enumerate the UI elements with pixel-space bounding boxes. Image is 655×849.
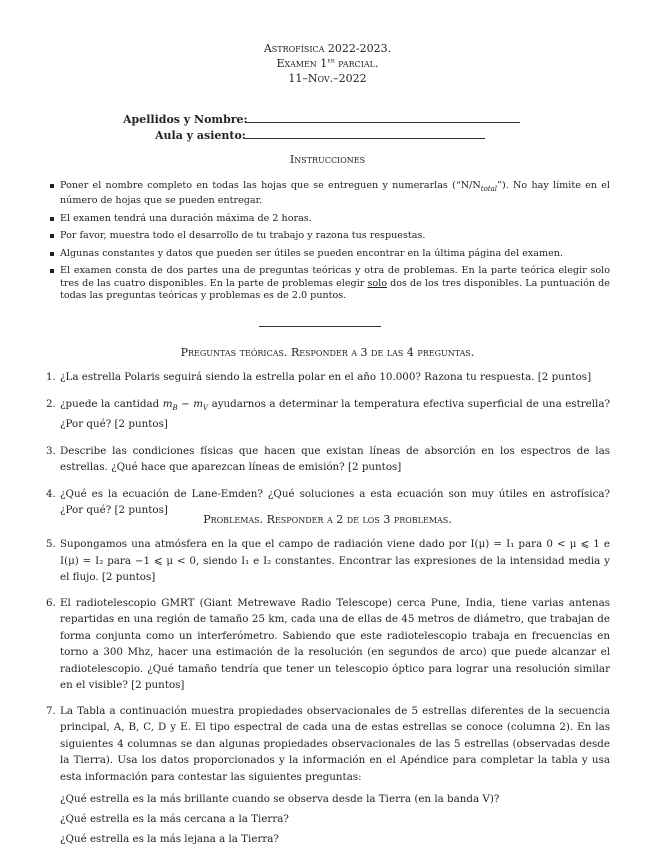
- problem-number: 5.: [46, 536, 56, 553]
- name-label: Apellidos y Nombre:: [123, 112, 248, 128]
- instruction-sub: total: [481, 185, 497, 193]
- math-m: m: [163, 398, 173, 410]
- exam-header: [0, 41, 655, 86]
- subquestion: ¿Qué estrella es la más cercana a la Tierra?: [60, 809, 610, 829]
- theory-questions: [46, 369, 610, 519]
- problems-list: [46, 536, 610, 849]
- instructions-title: Instrucciones: [0, 152, 655, 168]
- instruction-text: Poner el nombre completo en todas las hojas que se entreguen y numerarlas (“N/N: [60, 180, 481, 191]
- question-number: 1.: [46, 369, 56, 386]
- subquestion: ¿Qué estrella es la más lejana a la Tierra?: [60, 829, 610, 849]
- section-divider: [259, 326, 381, 327]
- instruction-item: Por favor, muestra todo el desarrollo de tu trabajo y razona tus respuestas.: [50, 230, 610, 243]
- exam-title: [0, 56, 655, 71]
- instructions-list: [50, 180, 610, 308]
- question-number: 4.: [46, 486, 56, 503]
- instruction-underlined: solo: [367, 278, 387, 289]
- course-title: Astrofísica 2022-2023.: [0, 41, 655, 56]
- theory-title: Preguntas teóricas. Responder a 3 de las 4 preguntas.: [0, 345, 655, 361]
- exam-date: 11–Nov.–2022: [0, 71, 655, 86]
- question-text: ¿puede la cantidad: [60, 398, 163, 410]
- question-text: ¿La estrella Polaris seguirá siendo la estrella polar en el año 10.000? Razona tu respuesta. [2 puntos]: [60, 371, 591, 383]
- instruction-item: [50, 265, 610, 303]
- problem-text: La Tabla a continuación muestra propiedades observacionales de 5 estrellas diferentes de la secuencia principal, A, B, C, D y E. El tipo espectral de cada una de estas estrellas se conoce (columna 2). En las siguientes 4 columnas se dan algunas propiedades observacionales de las 5 estrellas (observadas desde la Tierra). Usa los datos proporcionados y la información en el Apéndice para completar la tabla y usa esta información para contestar las siguientes preguntas:: [60, 705, 610, 783]
- subquestion: ¿Qué estrella es la más brillante cuando se observa desde la Tierra (en la banda V)?: [60, 789, 610, 809]
- instruction-text-tail: ”). No hay límite en el número de hojas que se pueden entregar.: [60, 180, 610, 206]
- question-item: [46, 396, 610, 433]
- question-text: ¿Qué es la ecuación de Lane-Emden? ¿Qué soluciones a esta ecuación son muy útiles en astrofísica? ¿Por qué? [2 puntos]: [60, 488, 610, 517]
- instruction-item: El examen tendrá una duración máxima de 2 horas.: [50, 213, 610, 226]
- problem-number: 7.: [46, 703, 56, 720]
- problem-item: [46, 595, 610, 694]
- math-sub: V: [203, 404, 208, 412]
- instruction-text-tail: dos de los tres disponibles. La puntuación de todas las preguntas teóricas y problemas es de 2.0 puntos.: [60, 278, 610, 302]
- question-text: ayudarnos a determinar la temperatura efectiva superficial de una estrella? ¿Por qué? [2 puntos]: [60, 398, 610, 431]
- exam-title-sup: er: [327, 56, 334, 64]
- seat-field-line[interactable]: [245, 138, 485, 139]
- instruction-item: [50, 180, 610, 208]
- question-item: [46, 369, 610, 386]
- problem-item: [46, 703, 610, 849]
- question-number: 3.: [46, 443, 56, 460]
- problem-number: 6.: [46, 595, 56, 612]
- problems-title: Problemas. Responder a 2 de los 3 problemas.: [0, 512, 655, 528]
- instruction-text: El examen consta de dos partes una de preguntas teóricas y otra de problemas. En la parte teórica elegir solo tres de las cuatro disponibles. En la parte de problemas elegir: [60, 265, 610, 289]
- math-sub: B: [172, 404, 177, 412]
- exam-title-pre: Examen 1: [277, 57, 328, 70]
- question-number: 2.: [46, 396, 56, 413]
- exam-title-post: parcial.: [335, 57, 379, 70]
- problem-text: Supongamos una atmósfera en la que el campo de radiación viene dado por I(μ) = I₁ para 0 < μ ⩽ 1 e I(μ) = I₂ para −1 ⩽ μ < 0, siendo I₁ e I₂ constantes. Encontrar las expresiones de la intensidad media y el flujo. [2 puntos]: [60, 538, 610, 583]
- question-item: [46, 443, 610, 476]
- math-minus: − m: [178, 398, 203, 410]
- seat-label: Aula y asiento:: [155, 128, 246, 144]
- problem-text: El radiotelescopio GMRT (Giant Metrewave Radio Telescope) cerca Pune, India, tiene varias antenas repartidas en una región de tamaño 25 km, cada una de ellas de 45 metros de diámetro, que trabajan de forma conjunta como un interferómetro. Sabiendo que este radiotelescopio trabaja en frecuencias en torno a 300 Mhz, hacer una estimación de la resolución (en segundos de arco) que puede alcanzar el radiotelescopio. ¿Qué tamaño tendría que tener un telescopio óptico para lograr una resolución similar en el visible? [2 puntos]: [60, 597, 610, 692]
- instruction-item: Algunas constantes y datos que pueden ser útiles se pueden encontrar en la última página del examen.: [50, 248, 610, 261]
- problem-item: [46, 536, 610, 586]
- question-text: Describe las condiciones físicas que hacen que existan líneas de absorción en los espectros de las estrellas. ¿Qué hace que aparezcan líneas de emisión? [2 puntos]: [60, 445, 610, 474]
- name-field-line[interactable]: [245, 122, 520, 123]
